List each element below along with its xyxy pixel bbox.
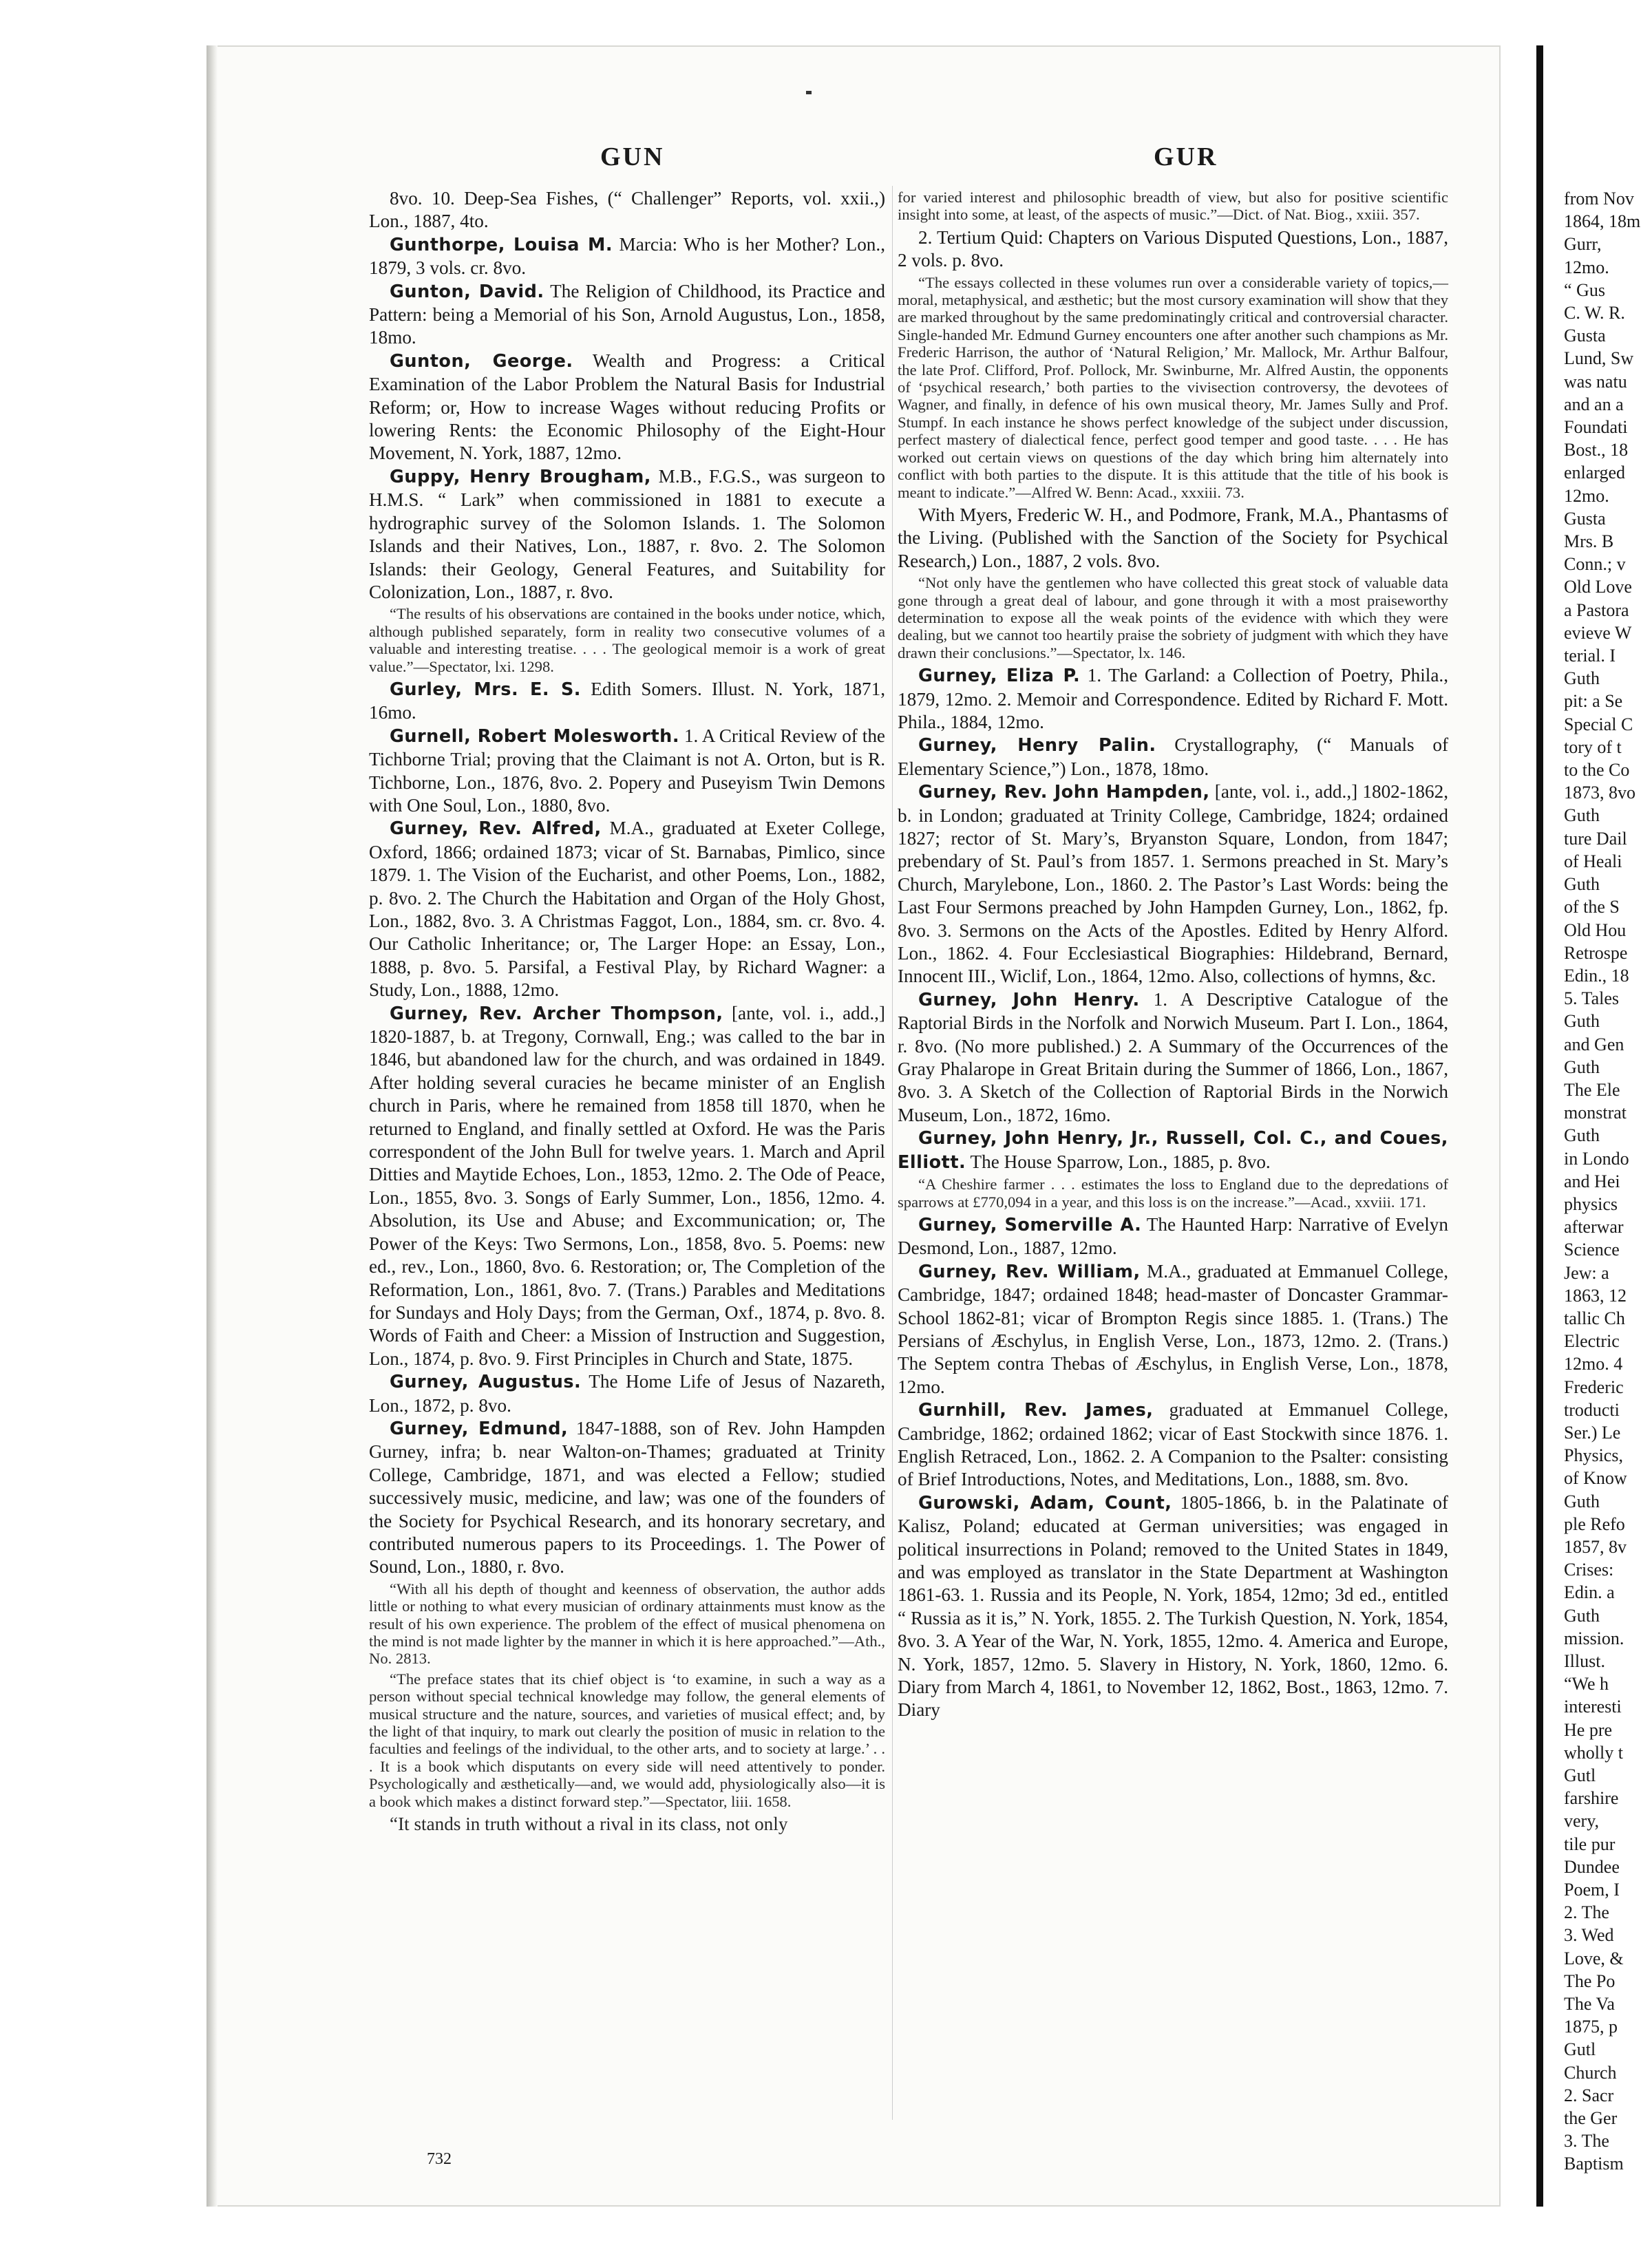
text-fragment: Electric: [1564, 1331, 1620, 1352]
text-fragment: 5. Tales: [1564, 988, 1620, 1009]
text-fragment: and an a: [1564, 394, 1624, 414]
printer-mark: [806, 91, 812, 94]
text-fragment: and Hei: [1564, 1171, 1620, 1191]
text-fragment: physics: [1564, 1193, 1618, 1214]
text-fragment: Ser.) Le: [1564, 1422, 1621, 1443]
text-fragment: Mrs. B: [1564, 531, 1614, 552]
bibliography-entry: [898, 226, 1448, 273]
text-fragment: Bost., 18: [1564, 440, 1629, 460]
author-name: Gurney, John Henry, Jr., Russell, Col. C., and Coues, Elliott.: [898, 1128, 1448, 1173]
author-name: Guppy, Henry Brougham,: [390, 466, 651, 487]
review-quote: “A Cheshire farmer . . . estimates the loss to England due to the depredations of sparrows at £770,094 in a year, and this loss is on the increase.”—Acad., xxviii. 171.: [898, 1176, 1448, 1211]
author-name: Gurnell, Robert Molesworth.: [390, 725, 680, 747]
running-head-right: GUR: [1154, 142, 1218, 171]
entry-text: 2. Tertium Quid: Chapters on Various Disputed Questions, Lon., 1887, 2 vols. p. 8vo.: [898, 226, 1448, 271]
right-column: [898, 187, 1448, 1722]
bibliography-entry: [898, 734, 1448, 780]
review-quote: “With all his depth of thought and keenness of observation, the author adds little or nothing to what every musician of ordinary attainments must know as the result of his own experience. The problem of the effect of musical phenomena on the mind is not made lighter by the manner in which it is here approached.”—Ath., No. 2813.: [369, 1580, 885, 1668]
author-name: Gurney, John Henry.: [918, 989, 1140, 1010]
text-fragment: Crises:: [1564, 1560, 1614, 1580]
entry-text: The Haunted Harp: Narrative of Evelyn Desmond, Lon., 1887, 12mo.: [898, 1213, 1448, 1259]
bibliography-entry: [369, 1002, 885, 1371]
text-fragment: Gutl: [1564, 2039, 1596, 2060]
text-fragment: Foundati: [1564, 417, 1628, 438]
author-name: Gurnhill, Rev. James,: [918, 1400, 1154, 1421]
text-fragment: He pre: [1564, 1719, 1613, 1740]
author-name: Gurney, Augustus.: [390, 1372, 582, 1393]
text-fragment: and Gen: [1564, 1034, 1624, 1054]
entry-text: 1. The Garland: a Collection of Poetry, Phila., 1879, 12mo. 2. Memoir and Correspondence. Edited by Richard F. Mott. Phila., 1884, 12mo.: [898, 665, 1448, 732]
page-number: 732: [427, 2150, 452, 2168]
text-fragment: tile pur: [1564, 1834, 1616, 1854]
text-fragment: Old Hou: [1564, 920, 1627, 940]
text-fragment: 1873, 8vo: [1564, 783, 1635, 803]
text-fragment: 1875, p: [1564, 2017, 1618, 2037]
review-quote: “The essays collected in these volumes run over a considerable variety of topics,—moral, metaphysical, and æsthetic; but the most cursory examination will show that they are marked throughout by the same predominatingly critical and controversial character. Single-handed Mr. Edmund Gurney encounters one after another such champions as Mr. Frederic Harrison, the author of ‘Natural Religion,’ Mr. Mallock, Mr. Arthur Balfour, the late Prof. Clifford, Prof. Pollock, Mr. Swinburne, Mr. Alfred Austin, the opponents of ‘psychical research,’ both parties to the vivisection controversy, the devotees of Wagner, and finally, in defence of his own musical theory, Mr. James Sully and Prof. Stumpf. In each instance he shows perfect knowledge of the subject under discussion, perfect mastery of dialectical fence, perfect good temper and good taste. . . . He has worked out certain views on questions of the day which bring him alternately into conflict with both parties to the dispute. It is this attitude that the title of his book is meant to indicate.”—Alfred W. Benn: Acad., xxxiii. 73.: [898, 273, 1448, 501]
entry-text: 8vo. 10. Deep-Sea Fishes, (“ Challenger” Reports, vol. xxii.,) Lon., 1887, 4to.: [369, 188, 885, 232]
text-fragment: of Heali: [1564, 851, 1622, 871]
text-fragment: farshire: [1564, 1788, 1619, 1809]
text-fragment: Jew: a: [1564, 1262, 1609, 1283]
text-fragment: “ Gus: [1564, 279, 1605, 300]
text-fragment: The Po: [1564, 1970, 1616, 1991]
text-fragment: Edin. a: [1564, 1582, 1615, 1603]
text-fragment: monstrat: [1564, 1103, 1627, 1123]
bibliography-entry: [898, 504, 1448, 573]
entry-text: With Myers, Frederic W. H., and Podmore, Frank, M.A., Phantasms of the Living. (Published with the Sanction of the Society for Psychical Research,) Lon., 1887, 2 vols. 8vo.: [898, 504, 1448, 571]
review-quote: “It stands in truth without a rival in its class, not only: [390, 1814, 788, 1835]
text-fragment: 1864, 18m: [1564, 211, 1641, 232]
author-name: Gurney, Rev. William,: [918, 1261, 1141, 1282]
text-fragment: interesti: [1564, 1697, 1622, 1717]
text-fragment: Illust.: [1564, 1651, 1605, 1671]
author-name: Gurney, Henry Palin.: [918, 735, 1156, 756]
bibliography-entry: [369, 725, 885, 818]
text-fragment: Old Love: [1564, 577, 1632, 597]
bibliography-entry: [898, 988, 1448, 1127]
text-fragment: a Pastora: [1564, 599, 1629, 620]
bibliography-entry: [369, 465, 885, 604]
entry-text: 1. A Descriptive Catalogue of the Raptorial Birds in the Norfolk and Norwich Museum. Part I. Lon., 1864, r. 8vo. (No more published.) 2. A Summary of the Occurrences of the Gray Phalarope in Great Britain during the Summer of 1866, Lon., 1867, 8vo. 3. A Sketch of the Collection of Raptorial Birds in the Norwich Museum, Lon., 1872, 16mo.: [898, 988, 1448, 1125]
text-fragment: ple Refo: [1564, 1513, 1625, 1534]
author-name: Gurney, Eliza P.: [918, 666, 1081, 687]
facing-page-column-fragment: [1564, 187, 1652, 2176]
text-fragment: 12mo. 4: [1564, 1354, 1623, 1374]
text-fragment: afterwar: [1564, 1217, 1624, 1237]
text-fragment: The Ele: [1564, 1079, 1620, 1100]
text-fragment: The Va: [1564, 1994, 1615, 2015]
text-fragment: Dundee: [1564, 1856, 1620, 1877]
author-name: Gurney, Somerville A.: [918, 1214, 1142, 1235]
text-fragment: from Nov: [1564, 189, 1634, 209]
bibliography-entry: [369, 187, 885, 233]
text-fragment: pit: a Se: [1564, 691, 1623, 712]
text-fragment: to the Co: [1564, 760, 1630, 780]
bibliography-entry: [898, 664, 1448, 734]
bibliography-entry: [369, 280, 885, 350]
entry-text: The Home Life of Jesus of Nazareth, Lon., 1872, p. 8vo.: [369, 1371, 885, 1416]
text-fragment: Guth: [1564, 805, 1600, 826]
text-fragment: Special C: [1564, 714, 1633, 734]
text-fragment: was natu: [1564, 371, 1627, 392]
entry-text: The Religion of Childhood, its Practice and Pattern: being a Memorial of his Son, Arnold Augustus, Lon., 1858, 18mo.: [369, 280, 885, 348]
text-fragment: Gusta: [1564, 326, 1606, 346]
text-fragment: ture Dail: [1564, 828, 1627, 849]
text-fragment: Gurr,: [1564, 234, 1602, 255]
text-fragment: Baptism: [1564, 2154, 1624, 2174]
text-fragment: mission.: [1564, 1628, 1624, 1648]
text-fragment: Retrospe: [1564, 942, 1628, 963]
text-fragment: 12mo.: [1564, 485, 1609, 506]
text-fragment: Gusta: [1564, 508, 1606, 529]
text-fragment: terial. I: [1564, 646, 1616, 666]
author-name: Gunton, David.: [390, 281, 544, 302]
author-name: Gunton, George.: [390, 350, 573, 372]
text-fragment: wholly t: [1564, 1742, 1623, 1763]
entry-text: M.B., F.G.S., was surgeon to H.M.S. “ Lark” when commissioned in 1881 to execute a hydrographic survey of the Solomon Islands. 1. The Solomon Islands and their Natives, Lon., 1887, r. 8vo. 2. The Solomon Islands: their Geology, General Features, and Suitability for Colonization, Lon., 1887, r. 8vo.: [369, 465, 885, 602]
review-quote: for varied interest and philosophic breadth of view, but also for positive scientific insight into some, at least, of the aspects of music.”—Dict. of Nat. Biog., xxiii. 357.: [898, 189, 1448, 224]
text-fragment: Conn.; v: [1564, 554, 1626, 575]
text-fragment: Frederic: [1564, 1377, 1624, 1397]
entry-text: graduated at Emmanuel College, Cambridge, 1862; ordained 1862; vicar of East Stockwith since 1876. 1. English Retraced, Lon., 1862. 2. A Companion to the Psalter: consisting of Brief Introductions, Notes, and Meditations, Lon., 1888, sm. 8vo.: [898, 1399, 1448, 1490]
text-fragment: Gutl: [1564, 1765, 1596, 1786]
text-fragment: Guth: [1564, 874, 1600, 895]
review-quote: “Not only have the gentlemen who have collected this great stock of valuable data gone through a great deal of labour, and gone through it with a most praiseworthy determination to expose all the weak points of the evidence with which they were dealing, but we cannot too heartily praise the sobriety of judgment with which they have drawn their conclusions.”—Spectator, lx. 146.: [898, 574, 1448, 661]
text-fragment: evieve W: [1564, 622, 1632, 643]
text-fragment: Science: [1564, 1240, 1620, 1260]
text-fragment: 12mo.: [1564, 257, 1609, 277]
page-edge: [1536, 45, 1543, 2207]
text-fragment: Guth: [1564, 1056, 1600, 1077]
bibliography-entry: [369, 817, 885, 1001]
entry-text: [ante, vol. i., add.,] 1802-1862, b. in London; graduated at Trinity College, Cambridge, 1824; ordained 1827; rector of St. Mary’s, Bryanston Square, London, from 1847; prebendary of St. Paul’s from 1857. 1. Sermons preached in St. Mary’s Church, Marylebone, Lon., 1860. 2. The Pastor’s Last Words: being the Last Four Sermons preached by John Hampden Gurney, Lon., 1862, fp. 8vo. 3. Sermons on the Acts of the Apostles. Edited by Henry Alford. Lon., 1862. 4. Four Ecclesiastical Biographies: Hildebrand, Bernard, Innocent III., Wiclif, Lon., 1864, 12mo. Also, collections of hymns, &c.: [898, 781, 1448, 987]
author-name: Gurney, Rev. Alfred,: [390, 818, 602, 840]
author-name: Gunthorpe, Louisa M.: [390, 234, 613, 255]
entry-text: 1847-1888, son of Rev. John Hampden Gurney, infra; b. near Walton-on-Thames; graduated at Trinity College, Cambridge, 1871, and was elected a Fellow; studied successively music, medicine, and law; was one of the founders of the Society for Psychical Research, and its honorary secretary, and contributed numerous papers to its Proceedings. 1. The Power of Sound, Lon., 1880, r. 8vo.: [369, 1417, 885, 1578]
text-fragment: 3. The: [1564, 2131, 1609, 2152]
bibliography-entry: [898, 1127, 1448, 1174]
text-fragment: in Londo: [1564, 1148, 1629, 1169]
entry-text: M.A., graduated at Exeter College, Oxford, 1866; ordained 1873; vicar of St. Barnabas, Pimlico, since 1879. 1. The Vision of the Eucharist, and other Poems, Lon., 1882, p. 8vo. 2. The Church the Habitation and Organ of the Holy Ghost, Lon., 1882, 8vo. 3. A Christmas Faggot, Lon., 1884, sm. cr. 8vo. 4. Our Catholic Inheritance; or, The Larger Hope: an Essay, Lon., 1888, p. 8vo. 5. Parsifal, a Festival Play, by Richard Wagner: a Study, Lon., 1888, 12mo.: [369, 818, 886, 1001]
text-fragment: Guth: [1564, 1125, 1600, 1146]
text-fragment: Guth: [1564, 1011, 1600, 1032]
text-fragment: Poem, I: [1564, 1880, 1620, 1900]
text-fragment: 1857, 8v: [1564, 1536, 1627, 1557]
review-quote: “The preface states that its chief object is ‘to examine, in such a way as a person without special technical knowledge may follow, the general elements of musical structure and the nature, sources, and varieties of musical effect; and, by the light of that inquiry, to mark out clearly the position of music in relation to the faculties and feelings of the individual, to the other arts, and to society at large.’ . . . It is a book which disputants on every side will need attentively to ponder. Psychologically and æsthetically—and, we would add, physiologically also—it is a book which makes a distinct forward step.”—Spectator, liii. 1658.: [369, 1670, 885, 1810]
text-fragment: Church: [1564, 2062, 1617, 2083]
text-fragment: 3. Wed: [1564, 1925, 1614, 1946]
text-fragment: Guth: [1564, 1491, 1600, 1511]
entry-text: [ante, vol. i., add.,] 1820-1887, b. at Tregony, Cornwall, Eng.; was called to the bar in 1846, but abandoned law for the church, and was ordained in 1849. After holding several curacies he became minister of an English church in Paris, where he remained from 1858 till 1870, when he returned to England, and finally settled at Oxford. He was the Paris correspondent of the John Bull for twelve years. 1. March and April Ditties and Maytide Echoes, Lon., 1853, 12mo. 2. The Ode of Peace, Lon., 1855, 8vo. 3. Songs of Early Summer, Lon., 1856, 12mo. 4. Absolution, its Use and Abuse; and Excommunication; or, The Power of the Keys: Two Sermons, Lon., 1858, 8vo. 5. Poems: new ed., rev., Lon., 1860, 8vo. 6. Restoration; or, The Completion of the Reformation, Lon., 1861, 8vo. 7. (Trans.) Parables and Meditations for Sundays and Holy Days; from the German, Oxf., 1874, p. 8vo. 8. Words of Faith and Cheer: a Mission of Instruction and Suggestion, Lon., 1874, p. 8vo. 9. First Principles in Church and State, 1875.: [369, 1002, 886, 1369]
text-fragment: tallic Ch: [1564, 1308, 1625, 1328]
text-fragment: troducti: [1564, 1399, 1620, 1420]
bibliography-entry: [898, 1260, 1448, 1399]
author-name: Gurley, Mrs. E. S.: [390, 679, 581, 700]
entry-text: M.A., graduated at Emmanuel College, Cambridge, 1847; ordained 1848; head-master of Doncaster Grammar-School 1862-81; vicar of Brompton Regis since 1885. 1. (Trans.) The Persians of Æschylus, in English Verse, Lon., 1873, 12mo. 2. (Trans.) The Septem contra Thebas of Æschylus, in English Verse, Lon., 1878, 12mo.: [898, 1260, 1448, 1397]
bibliography-entry: [898, 1491, 1448, 1722]
text-fragment: Guth: [1564, 1605, 1600, 1626]
text-fragment: the Ger: [1564, 2108, 1618, 2129]
text-fragment: tory of t: [1564, 736, 1622, 757]
bibliography-entry: [898, 1399, 1448, 1491]
entry-text: 1805-1866, b. in the Palatinate of Kalisz, Poland; educated at German universities; was engaged in political insurrections in Poland; removed to the United States in 1849, and was employed as translator in the State Department at Washington 1861-63. 1. Russia and its People, N. York, 1854, 12mo; 3d ed., entitled “ Russia as it is,” N. York, 1855. 2. The Turkish Question, N. York, 1854, 8vo. 3. A Year of the War, N. York, 1855, 12mo. 4. America and Europe, N. York, 1857, 12mo. 5. Slavery in History, N. York, 1860, 12mo. 6. Diary from March 4, 1861, to November 12, 1862, Bost., 1863, 12mo. 7. Diary: [898, 1491, 1448, 1721]
bibliography-entry: [898, 780, 1448, 988]
text-fragment: Physics,: [1564, 1445, 1623, 1466]
left-column: [369, 187, 885, 1838]
bibliography-entry: [369, 678, 885, 725]
entry-text: 1. A Critical Review of the Tichborne Trial; proving that the Claimant is not A. Orton, but is R. Tichborne, Lon., 1876, 8vo. 2. Popery and Puseyism Twin Demons with One Soul, Lon., 1880, 8vo.: [369, 725, 885, 816]
author-name: Gurney, Rev. Archer Thompson,: [390, 1003, 723, 1024]
text-fragment: Edin., 18: [1564, 965, 1629, 986]
author-name: Gurowski, Adam, Count,: [918, 1492, 1172, 1513]
entry-text: Wealth and Progress: a Critical Examination of the Labor Problem the Natural Basis for Industrial Reform; or, How to increase Wages without reducing Profits or lowering Rents: the Economic Philosophy of the Eight-Hour Movement, N. York, 1887, 12mo.: [369, 350, 885, 464]
text-fragment: C. W. R.: [1564, 303, 1625, 323]
text-fragment: very,: [1564, 1811, 1600, 1831]
column-divider: [892, 186, 893, 2120]
entry-text: Edith Somers. Illust. N. York, 1871, 16mo.: [369, 678, 885, 723]
author-name: Gurney, Edmund,: [390, 1418, 569, 1439]
text-fragment: 2. Sacr: [1564, 2085, 1614, 2105]
entry-text: Crystallography, (“ Manuals of Elementary Science,”) Lon., 1878, 18mo.: [898, 734, 1448, 779]
text-fragment: Lund, Sw: [1564, 348, 1634, 369]
entry-text: Marcia: Who is her Mother? Lon., 1879, 3 vols. cr. 8vo.: [369, 233, 885, 279]
running-head-left: GUN: [600, 142, 665, 171]
bibliography-entry: [898, 1213, 1448, 1260]
bibliography-entry: [369, 1370, 885, 1417]
bibliography-entry: [369, 233, 885, 280]
text-fragment: enlarged: [1564, 463, 1626, 483]
bibliography-entry: [369, 1417, 885, 1579]
author-name: Gurney, Rev. John Hampden,: [918, 782, 1210, 803]
text-fragment: Guth: [1564, 668, 1600, 689]
page-gutter-shadow: [206, 45, 218, 2207]
text-fragment: of Know: [1564, 1468, 1627, 1489]
text-fragment: “We h: [1564, 1674, 1609, 1695]
text-fragment: Love, &: [1564, 1948, 1624, 1968]
review-quote: “The results of his observations are contained in the books under notice, which, although published separately, form in reality two consecutive volumes of a valuable and interesting treatise. . . . The geological memoir is a work of great value.”—Spectator, lxi. 1298.: [369, 605, 885, 675]
text-fragment: 1863, 12: [1564, 1285, 1627, 1306]
text-fragment: 2. The: [1564, 1902, 1609, 1923]
bibliography-entry: [369, 350, 885, 465]
text-fragment: of the S: [1564, 897, 1620, 917]
entry-text: The House Sparrow, Lon., 1885, p. 8vo.: [966, 1151, 1271, 1172]
